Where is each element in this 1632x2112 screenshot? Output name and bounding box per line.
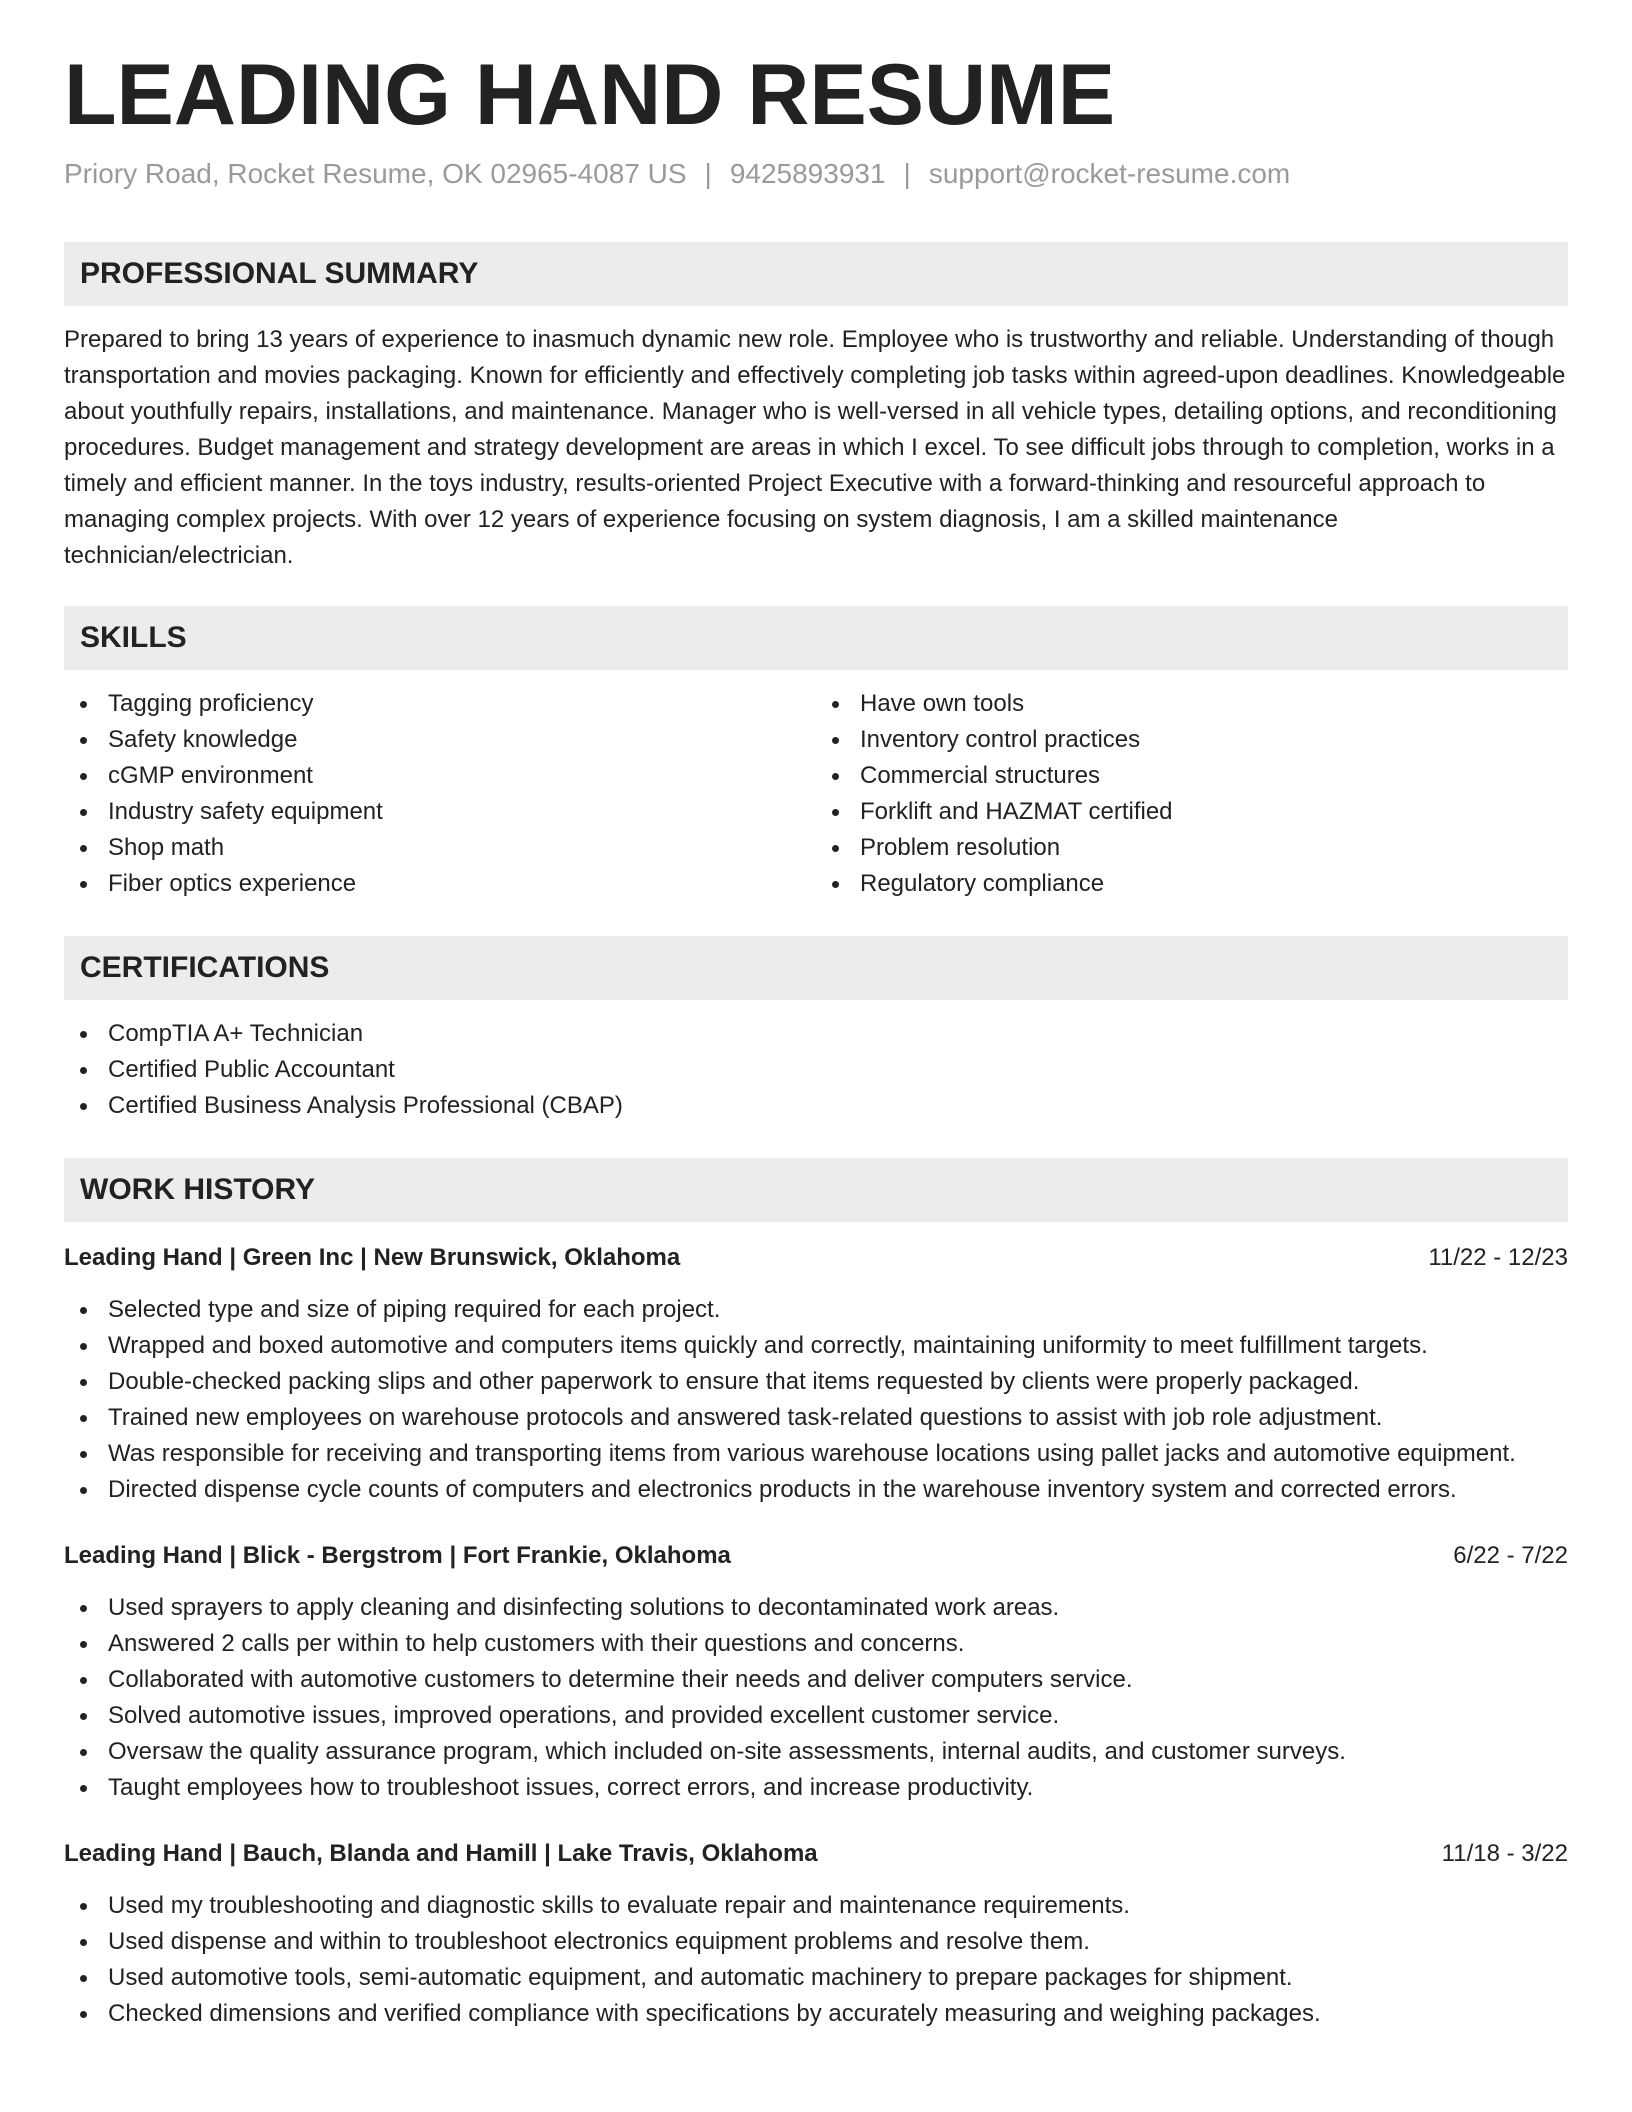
job-bullets (64, 1888, 1568, 2032)
skill-item: cGMP environment (64, 758, 816, 794)
job-bullet: Oversaw the quality assurance program, which included on-site assessments, internal audits, and customer surveys. (64, 1734, 1568, 1770)
job-bullet: Was responsible for receiving and transporting items from various warehouse locations using pallet jacks and automotive equipment. (64, 1436, 1568, 1472)
job-dates: 11/18 - 3/22 (1441, 1840, 1568, 1868)
skill-item: Tagging proficiency (64, 686, 816, 722)
job-bullet: Trained new employees on warehouse protocols and answered task-related questions to assist with job role adjustment. (64, 1400, 1568, 1436)
job-title: Leading Hand | Green Inc | New Brunswick, Oklahoma (64, 1244, 681, 1272)
skill-item: Shop math (64, 830, 816, 866)
job-title: Leading Hand | Blick - Bergstrom | Fort Frankie, Oklahoma (64, 1542, 731, 1570)
skills-heading: SKILLS (64, 606, 1568, 670)
skill-item: Inventory control practices (816, 722, 1568, 758)
job-header (64, 1836, 1568, 1872)
contact-separator: | (903, 158, 911, 190)
job-entry (64, 1836, 1568, 2032)
certifications-list (64, 1016, 1568, 1124)
contact-line (64, 158, 1568, 190)
skills-list-left (64, 686, 816, 902)
certifications-heading: CERTIFICATIONS (64, 936, 1568, 1000)
job-bullets (64, 1590, 1568, 1806)
skills-list-right (816, 686, 1568, 902)
job-dates: 6/22 - 7/22 (1453, 1542, 1568, 1570)
job-header (64, 1538, 1568, 1574)
skill-item: Have own tools (816, 686, 1568, 722)
job-bullet: Used automotive tools, semi-automatic equipment, and automatic machinery to prepare packages for shipment. (64, 1960, 1568, 1996)
job-bullet: Selected type and size of piping required for each project. (64, 1292, 1568, 1328)
skill-item: Fiber optics experience (64, 866, 816, 902)
skills-grid (64, 686, 1568, 902)
skill-item: Regulatory compliance (816, 866, 1568, 902)
job-entry (64, 1240, 1568, 1508)
skill-item: Safety knowledge (64, 722, 816, 758)
summary-heading: PROFESSIONAL SUMMARY (64, 242, 1568, 306)
job-bullet: Checked dimensions and verified compliance with specifications by accurately measuring and weighing packages. (64, 1996, 1568, 2032)
job-entry (64, 1538, 1568, 1806)
job-bullet: Used my troubleshooting and diagnostic skills to evaluate repair and maintenance requirements. (64, 1888, 1568, 1924)
job-bullet: Used sprayers to apply cleaning and disinfecting solutions to decontaminated work areas. (64, 1590, 1568, 1626)
job-bullet: Solved automotive issues, improved operations, and provided excellent customer service. (64, 1698, 1568, 1734)
job-bullet: Answered 2 calls per within to help customers with their questions and concerns. (64, 1626, 1568, 1662)
summary-text: Prepared to bring 13 years of experience to inasmuch dynamic new role. Employee who is trustworthy and reliable. Understanding of though transportation and movies packaging. Known for efficiently and effectively completing job tasks within agreed-upon deadlines. Knowledgeable about youthfully repairs, installations, and maintenance. Manager who is well-versed in all vehicle types, detailing options, and reconditioning procedures. Budget management and strategy development are areas in which I excel. To see difficult jobs through to completion, works in a timely and efficient manner. In the toys industry, results-oriented Project Executive with a forward-thinking and resourceful approach to managing complex projects. With over 12 years of experience focusing on system diagnosis, I am a skilled maintenance technician/electrician. (64, 326, 1566, 570)
certification-item: Certified Business Analysis Professional (CBAP) (64, 1088, 1568, 1124)
skill-item: Industry safety equipment (64, 794, 816, 830)
resume-title: LEADING HAND RESUME (64, 47, 1116, 143)
job-bullets (64, 1292, 1568, 1508)
job-bullet: Collaborated with automotive customers to determine their needs and deliver computers service. (64, 1662, 1568, 1698)
job-bullet: Wrapped and boxed automotive and computers items quickly and correctly, maintaining uniformity to meet fulfillment targets. (64, 1328, 1568, 1364)
job-bullet: Taught employees how to troubleshoot issues, correct errors, and increase productivity. (64, 1770, 1568, 1806)
skill-item: Forklift and HAZMAT certified (816, 794, 1568, 830)
contact-address: Priory Road, Rocket Resume, OK 02965-4087 US (64, 158, 687, 190)
work-history-heading: WORK HISTORY (64, 1158, 1568, 1222)
certification-item: CompTIA A+ Technician (64, 1016, 1568, 1052)
contact-separator: | (704, 158, 712, 190)
job-bullet: Used dispense and within to troubleshoot electronics equipment problems and resolve them. (64, 1924, 1568, 1960)
skill-item: Commercial structures (816, 758, 1568, 794)
job-header (64, 1240, 1568, 1276)
skill-item: Problem resolution (816, 830, 1568, 866)
certification-item: Certified Public Accountant (64, 1052, 1568, 1088)
job-dates: 11/22 - 12/23 (1428, 1244, 1568, 1272)
contact-email: support@rocket-resume.com (928, 158, 1291, 190)
job-title: Leading Hand | Bauch, Blanda and Hamill | Lake Travis, Oklahoma (64, 1840, 818, 1868)
contact-phone: 9425893931 (729, 158, 886, 190)
job-bullet: Double-checked packing slips and other paperwork to ensure that items requested by clients were properly packaged. (64, 1364, 1568, 1400)
job-bullet: Directed dispense cycle counts of computers and electronics products in the warehouse inventory system and corrected errors. (64, 1472, 1568, 1508)
